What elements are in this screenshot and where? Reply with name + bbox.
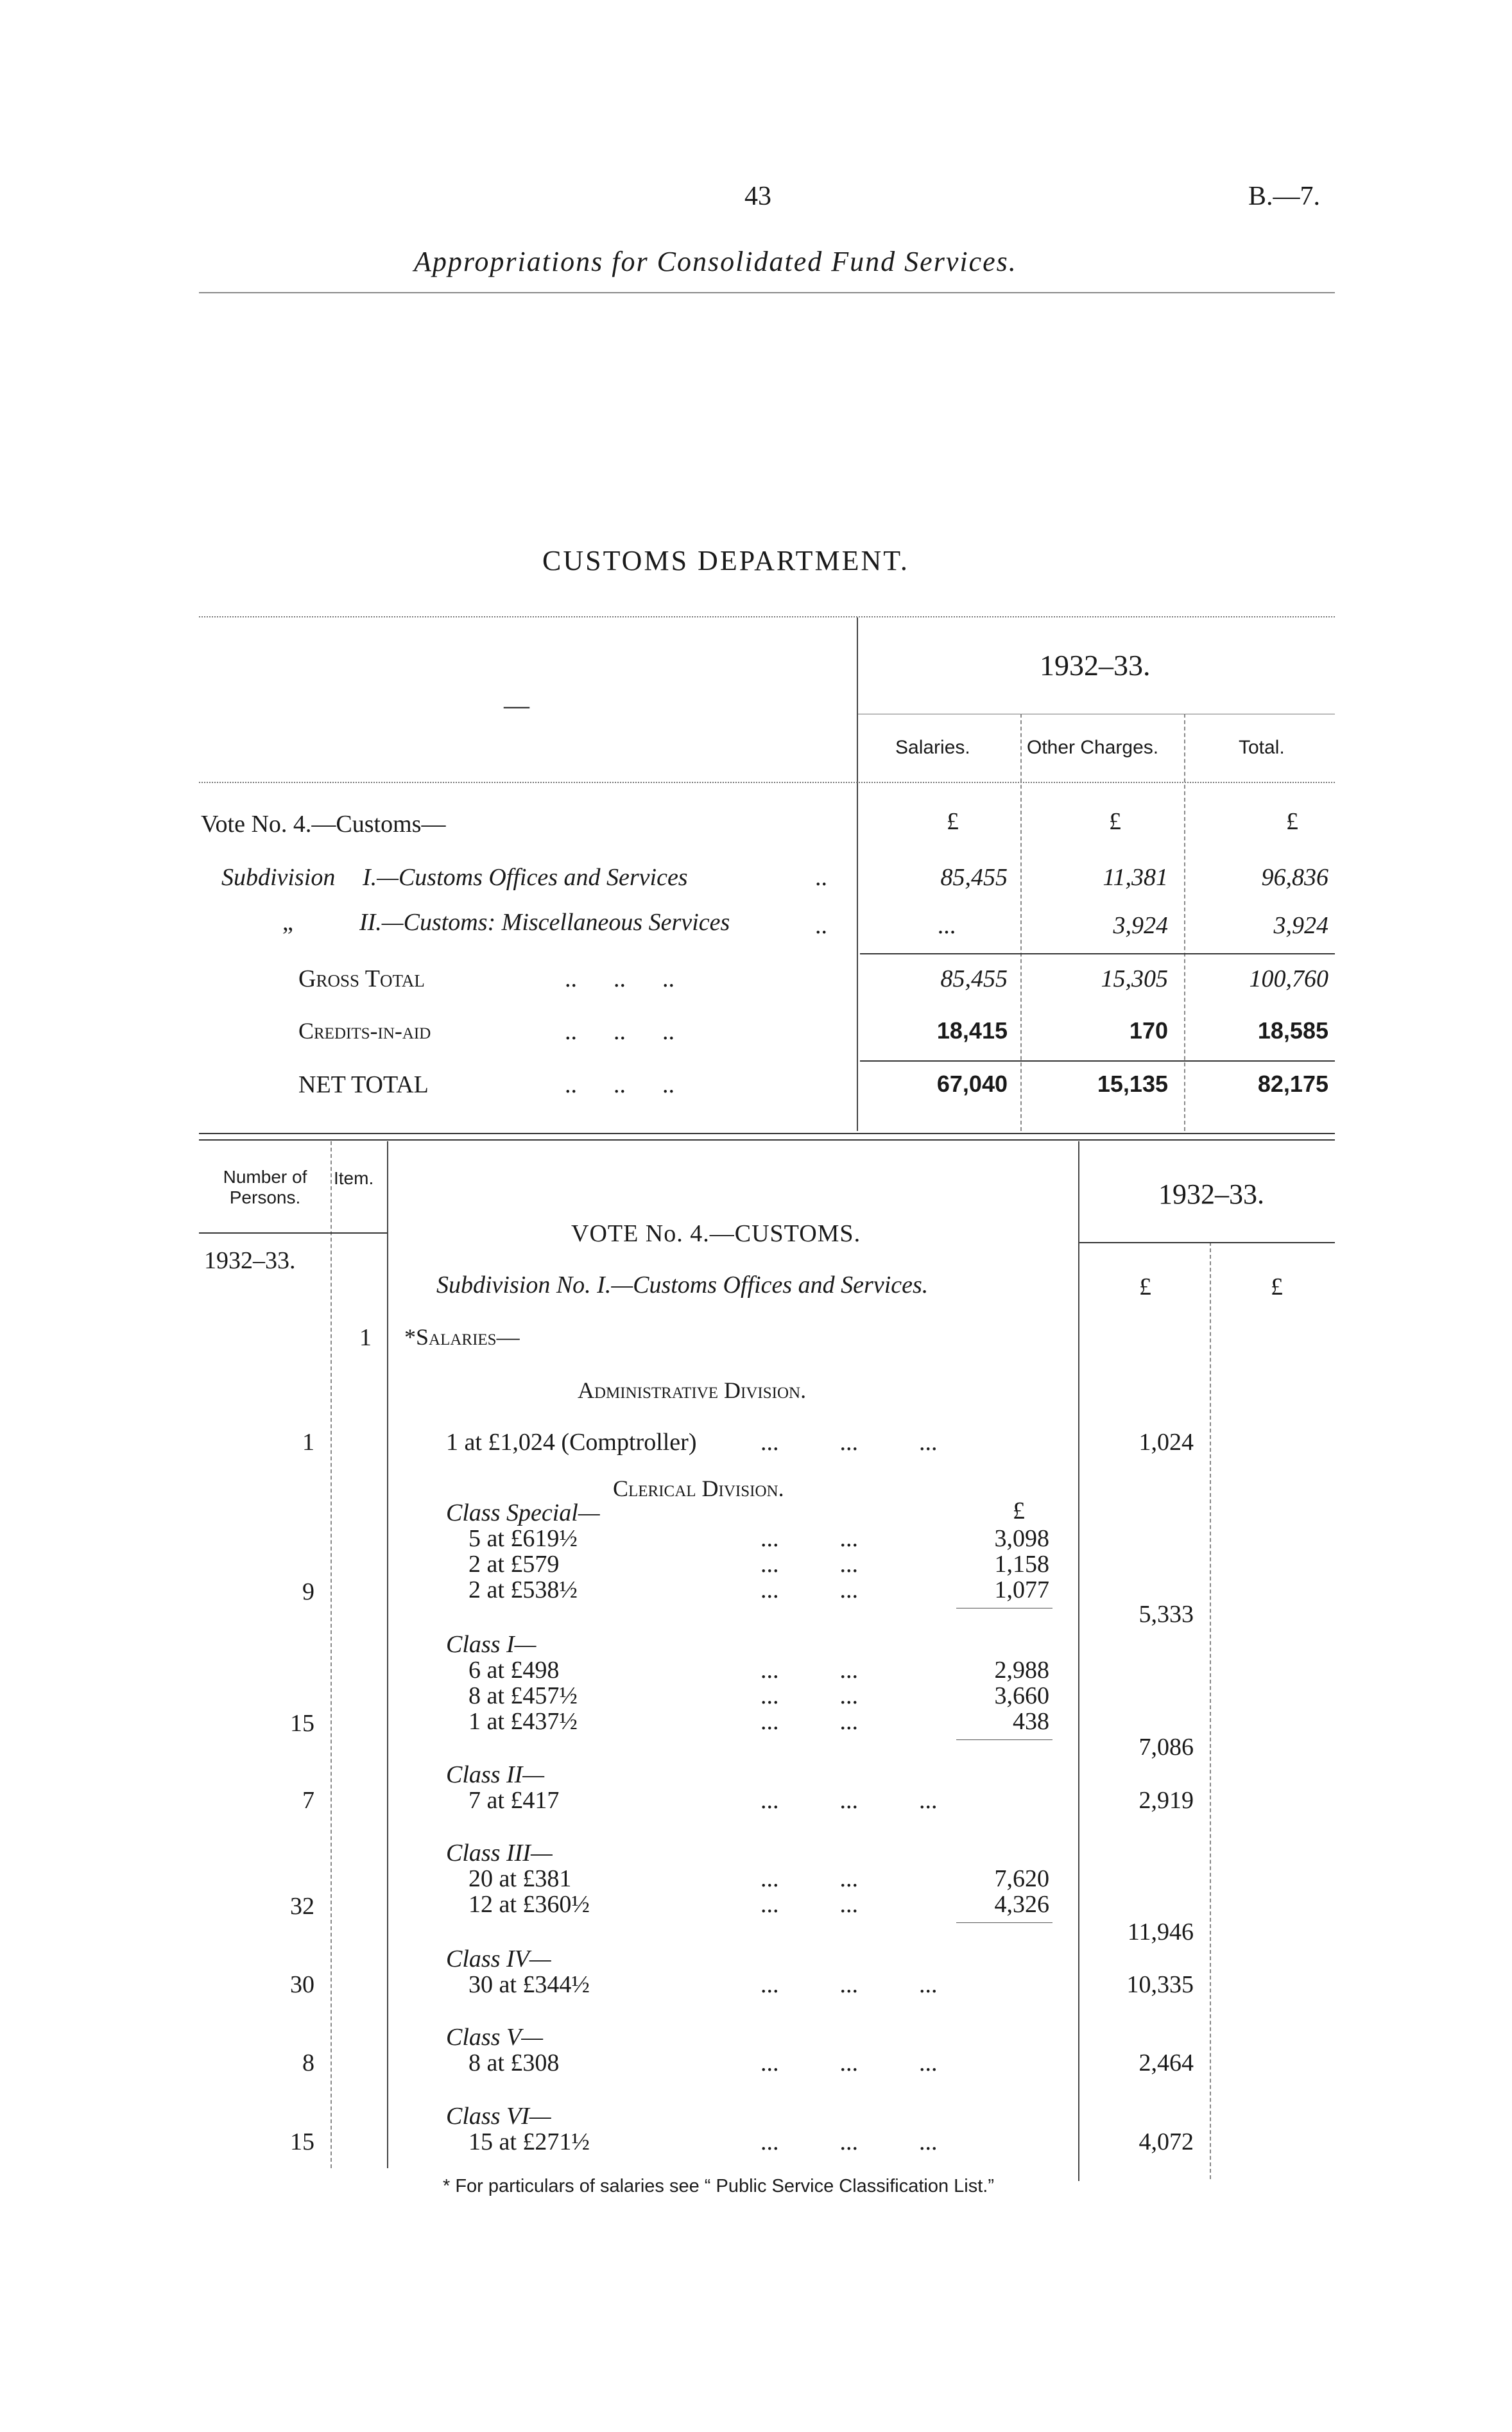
sub1-other: 11,381 xyxy=(1103,864,1168,891)
class-heading: Class I— xyxy=(446,1631,537,1658)
summary-col-rule-2 xyxy=(1184,714,1185,1131)
row-dots: ... ... ... xyxy=(760,2049,938,2076)
row-label: 8 at £457½ xyxy=(468,1682,578,1709)
detail-col-rule-item xyxy=(387,1141,388,2168)
row-total: 2,919 xyxy=(1138,1787,1194,1814)
detail-pound-total: £ xyxy=(1271,1273,1283,1300)
row-total: 10,335 xyxy=(1126,1971,1194,1998)
summary-col-rule-1 xyxy=(1020,714,1022,1131)
row-total: 4,072 xyxy=(1138,2128,1194,2155)
clerical-pound: £ xyxy=(1013,1497,1025,1524)
subtotal-rule xyxy=(860,953,1335,954)
row-persons: 15 xyxy=(290,2128,314,2155)
gross-dots: .. .. .. xyxy=(565,965,674,992)
clerical-division: Clerical Division. xyxy=(613,1476,784,1501)
document-reference: B.—7. xyxy=(1248,182,1321,211)
row-dots: ... ... xyxy=(760,1865,858,1892)
row-subtotal: 4,326 xyxy=(994,1891,1049,1918)
row-persons: 9 xyxy=(302,1578,314,1605)
row-subtotal: 1,077 xyxy=(994,1576,1049,1603)
sub1-label: I.—Customs Offices and Services xyxy=(363,864,688,891)
row-dots: ... ... ... xyxy=(760,2128,938,2155)
row-subtotal: 3,660 xyxy=(994,1682,1049,1709)
row-persons: 7 xyxy=(302,1787,314,1814)
net-salaries: 67,040 xyxy=(936,1071,1008,1097)
header-rule xyxy=(199,292,1335,293)
detail-year-header: 1932–33. xyxy=(1158,1178,1264,1210)
row-subtotal: 1,158 xyxy=(994,1551,1049,1578)
sub2-total: 3,924 xyxy=(1273,912,1328,939)
row-dots: ... ... xyxy=(760,1708,858,1735)
row-persons: 30 xyxy=(290,1971,314,1998)
detail-top-rule xyxy=(199,1139,1335,1141)
persons-year: 1932–33. xyxy=(204,1247,296,1274)
row-label: 1 at £1,024 (Comptroller) xyxy=(446,1429,697,1456)
row-label: 7 at £417 xyxy=(468,1787,560,1814)
sub2-prefix: „ xyxy=(282,909,293,936)
row-persons: 15 xyxy=(290,1710,314,1737)
credits-other: 170 xyxy=(1129,1017,1168,1044)
running-title: Appropriations for Consolidated Fund Services. xyxy=(414,246,1017,277)
row-label: 20 at £381 xyxy=(468,1865,572,1892)
row-subtotal: 438 xyxy=(1013,1708,1049,1735)
vote-label: Vote No. 4.—Customs— xyxy=(201,811,446,838)
credits-label: Credits-in-aid xyxy=(298,1018,431,1044)
summary-top-rule xyxy=(199,616,1335,617)
summary-pound-total: £ xyxy=(1286,808,1298,835)
net-dots: .. .. .. xyxy=(565,1071,674,1098)
row-dots: ... ... ... xyxy=(760,1429,938,1456)
detail-col-rule-number xyxy=(331,1141,332,2168)
item-number: 1 xyxy=(359,1324,372,1351)
row-persons: 1 xyxy=(302,1429,314,1456)
col-item: Item. xyxy=(334,1168,374,1188)
row-label: 12 at £360½ xyxy=(468,1891,590,1918)
row-subtotal: 3,098 xyxy=(994,1525,1049,1552)
row-dots: ... ... xyxy=(760,1657,858,1684)
net-total: 82,175 xyxy=(1257,1071,1328,1097)
subtotal-rule xyxy=(956,1922,1052,1923)
summary-bottom-rule xyxy=(199,1133,1335,1134)
sub2-other: 3,924 xyxy=(1113,912,1168,939)
credits-salaries: 18,415 xyxy=(936,1017,1008,1044)
summary-pound-salaries: £ xyxy=(947,808,959,835)
gross-total: 100,760 xyxy=(1249,965,1328,992)
class-heading: Class IV— xyxy=(446,1945,551,1972)
class-heading: Class VI— xyxy=(446,2103,551,2130)
row-label: 1 at £437½ xyxy=(468,1708,578,1735)
row-dots: ... ... ... xyxy=(760,1971,938,1998)
summary-col-total: Total. xyxy=(1239,737,1285,758)
row-total: 7,086 xyxy=(1138,1734,1194,1761)
row-label: 2 at £579 xyxy=(468,1551,560,1578)
row-subtotal: 7,620 xyxy=(994,1865,1049,1892)
detail-col-rule-money xyxy=(1078,1141,1079,2181)
gross-other: 15,305 xyxy=(1101,965,1168,992)
footnote: * For particulars of salaries see “ Public Service Classification List.” xyxy=(443,2176,995,2196)
detail-header-rule-left xyxy=(199,1232,387,1234)
row-label: 30 at £344½ xyxy=(468,1971,590,1998)
row-dots: ... ... xyxy=(760,1891,858,1918)
row-total: 1,024 xyxy=(1138,1429,1194,1456)
sub1-dots: .. xyxy=(815,864,827,891)
gross-salaries: 85,455 xyxy=(940,965,1008,992)
class-heading: Class II— xyxy=(446,1761,545,1788)
row-dots: ... ... ... xyxy=(760,1787,938,1814)
row-total: 2,464 xyxy=(1138,2049,1194,2076)
class-heading: Class Special— xyxy=(446,1499,600,1526)
net-other: 15,135 xyxy=(1097,1071,1168,1097)
detail-year-rule xyxy=(1079,1242,1335,1243)
row-label: 8 at £308 xyxy=(468,2049,560,2076)
row-label: 5 at £619½ xyxy=(468,1525,578,1552)
subdivision-title: Subdivision No. I.—Customs Offices and Services. xyxy=(436,1272,929,1298)
row-dots: ... ... xyxy=(760,1525,858,1552)
detail-col-rule-total xyxy=(1210,1242,1211,2179)
row-label: 6 at £498 xyxy=(468,1657,560,1684)
sub2-dots: .. xyxy=(815,912,827,939)
gross-label: Gross Total xyxy=(298,965,425,992)
sub2-label: II.—Customs: Miscellaneous Services xyxy=(359,909,730,936)
administrative-division: Administrative Division. xyxy=(578,1377,807,1403)
row-dots: ... ... xyxy=(760,1576,858,1603)
summary-header-rule xyxy=(199,782,1335,783)
detail-pound-sub: £ xyxy=(1139,1273,1151,1300)
page-number: 43 xyxy=(744,182,771,211)
row-total: 11,946 xyxy=(1127,1919,1194,1945)
subtotal-rule xyxy=(956,1739,1052,1740)
sub1-total: 96,836 xyxy=(1261,864,1328,891)
vote-title: VOTE No. 4.—CUSTOMS. xyxy=(571,1220,861,1247)
row-dots: ... ... xyxy=(760,1682,858,1709)
summary-blank-header: — xyxy=(504,691,529,720)
row-total: 5,333 xyxy=(1138,1601,1194,1628)
summary-pound-other: £ xyxy=(1109,808,1121,835)
sub1-salaries: 85,455 xyxy=(940,864,1008,891)
sub1-prefix: Subdivision xyxy=(221,864,336,891)
row-persons: 8 xyxy=(302,2049,314,2076)
row-dots: ... ... xyxy=(760,1551,858,1578)
credits-total: 18,585 xyxy=(1257,1017,1328,1044)
col-number-of-persons: Number of Persons. xyxy=(223,1167,307,1207)
summary-year: 1932–33. xyxy=(1040,649,1151,682)
row-label: 2 at £538½ xyxy=(468,1576,578,1603)
sub2-salaries: ... xyxy=(937,912,956,939)
row-label: 15 at £271½ xyxy=(468,2128,590,2155)
net-rule xyxy=(860,1060,1335,1062)
class-heading: Class V— xyxy=(446,2024,543,2051)
salaries-heading: *Salaries— xyxy=(404,1324,520,1350)
row-persons: 32 xyxy=(290,1893,314,1920)
department-title: CUSTOMS DEPARTMENT. xyxy=(542,545,909,576)
credits-dots: .. .. .. xyxy=(565,1018,674,1045)
class-heading: Class III— xyxy=(446,1840,553,1867)
summary-col-salaries: Salaries. xyxy=(895,737,970,758)
net-label: NET TOTAL xyxy=(298,1071,429,1098)
summary-divider xyxy=(857,617,858,1131)
row-subtotal: 2,988 xyxy=(994,1657,1049,1684)
summary-col-other: Other Charges. xyxy=(1027,737,1159,758)
